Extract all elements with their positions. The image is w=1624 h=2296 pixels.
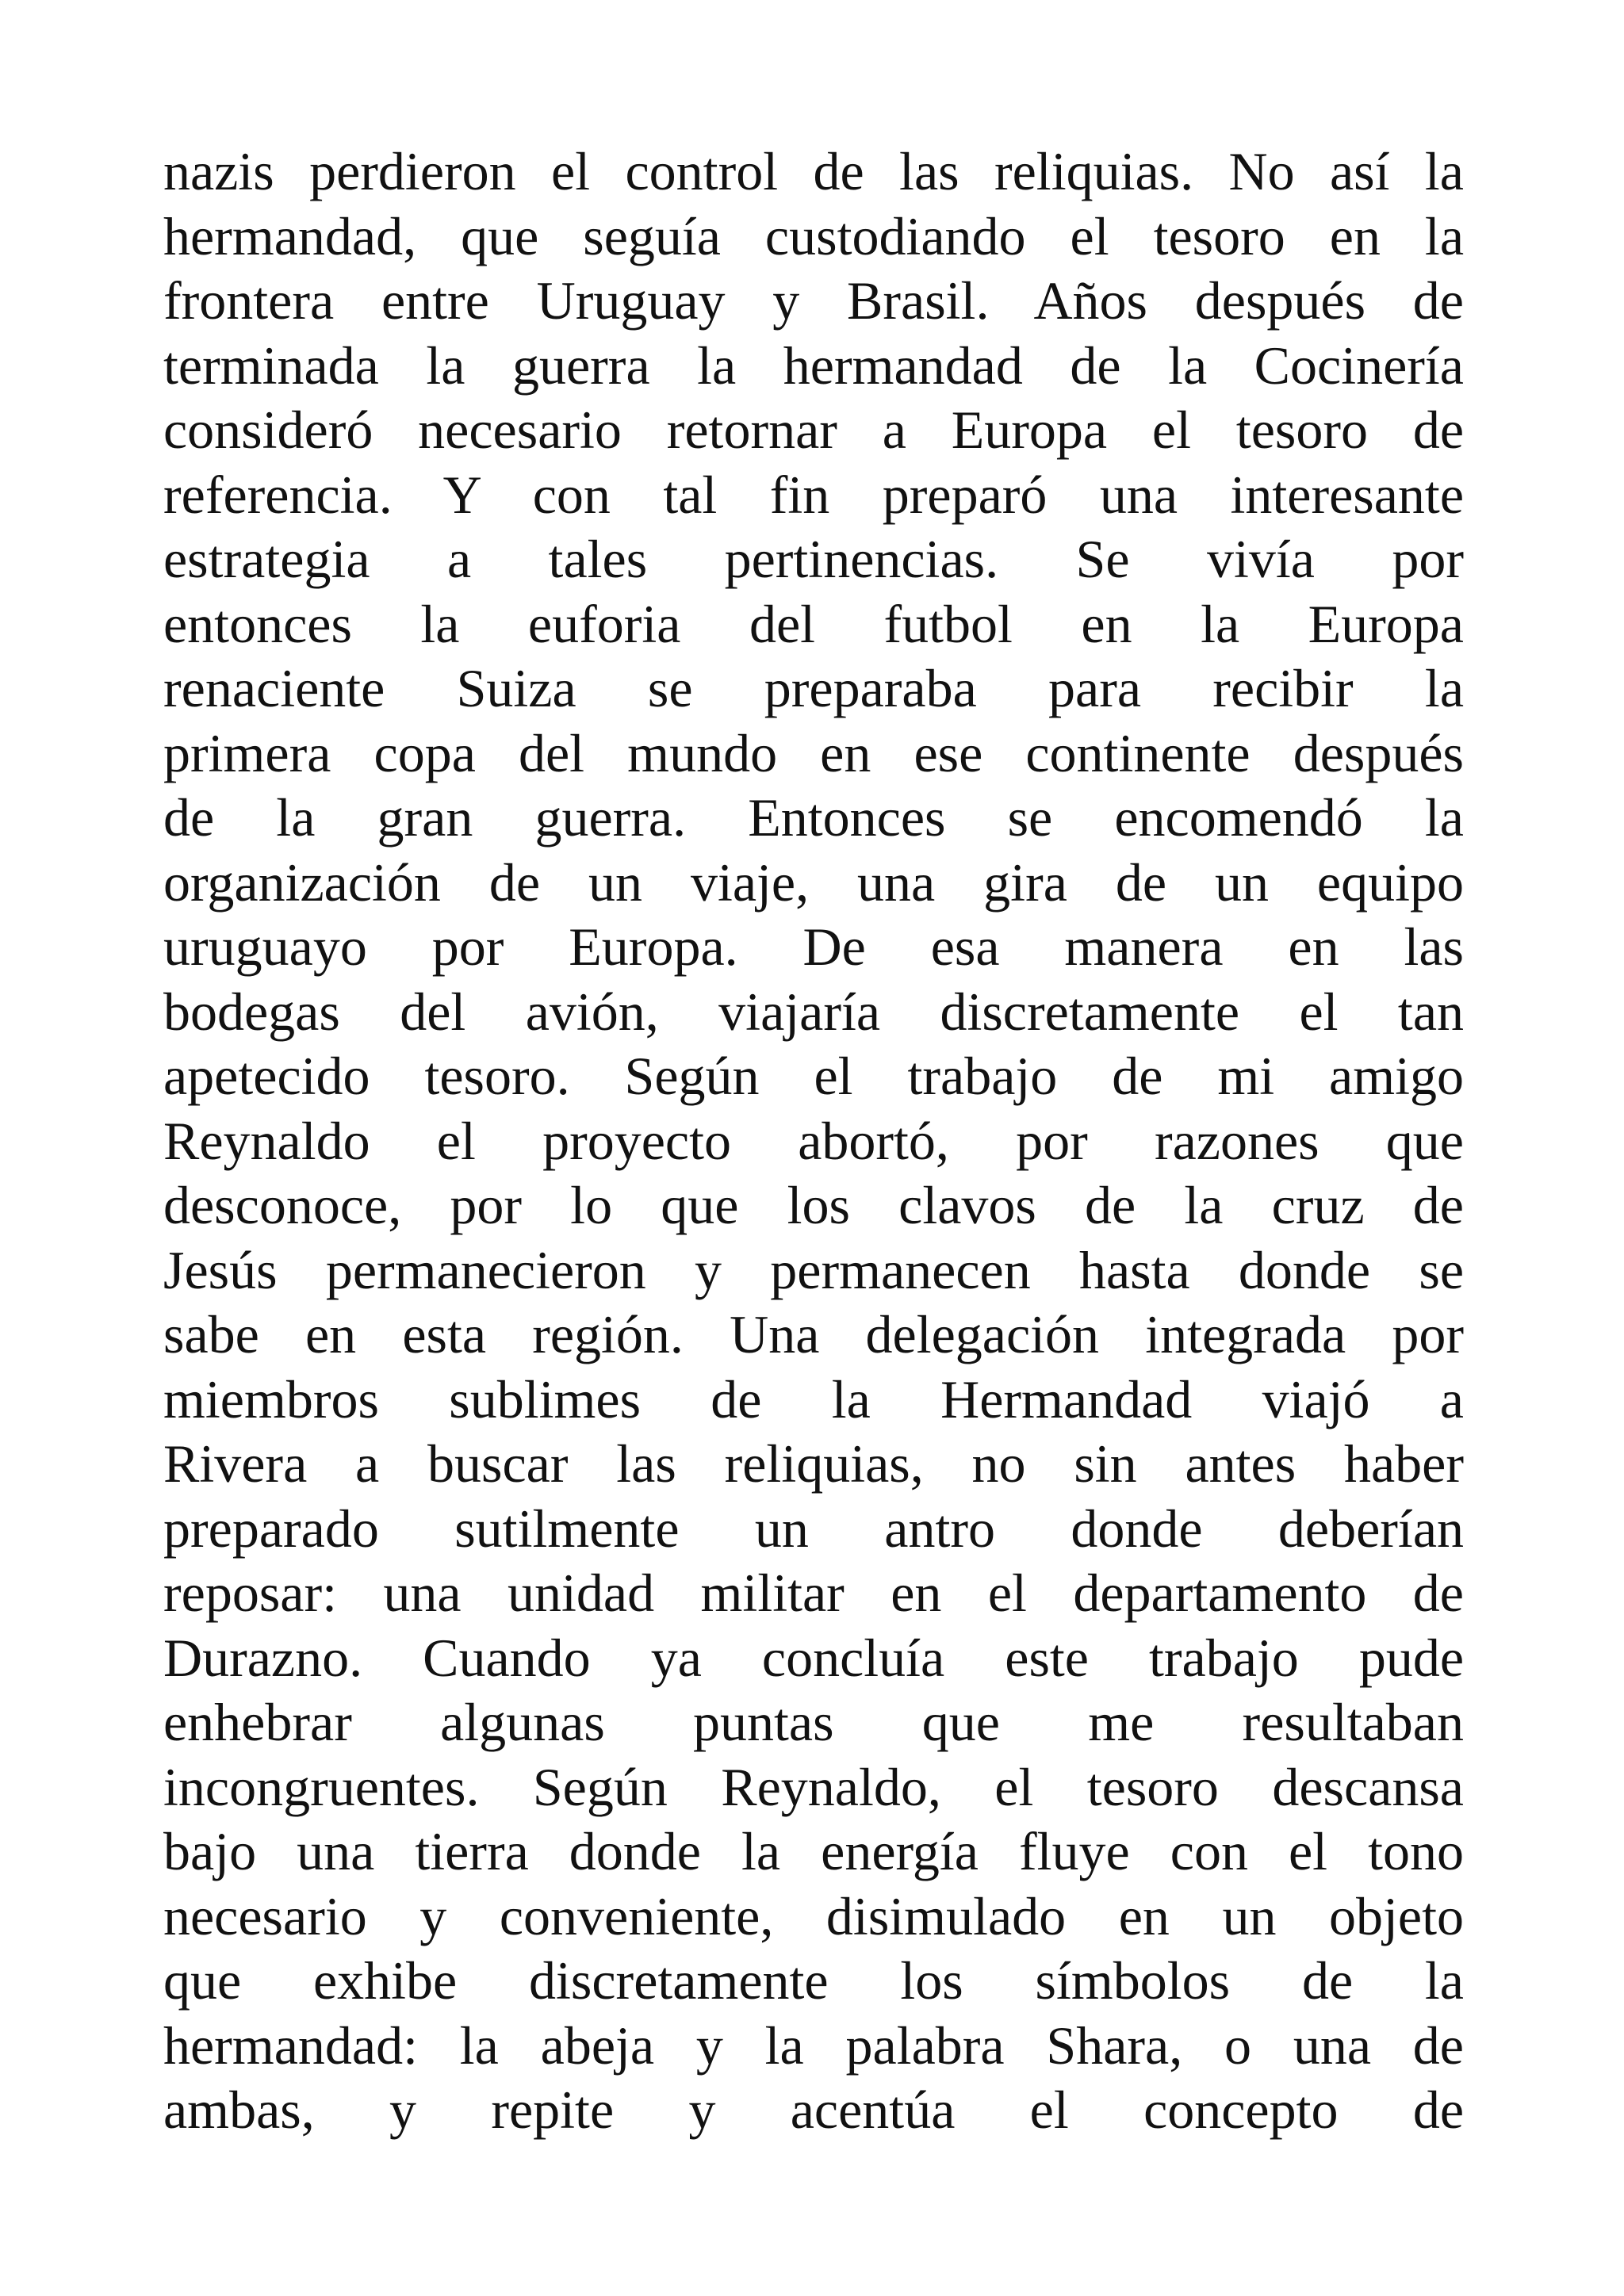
text-line: bajo una tierra donde la energía fluye con el tono	[163, 1821, 1464, 1881]
text-line: entonces la euforia del futbol en la Europa	[163, 593, 1464, 654]
text-line: nazis perdieron el control de las reliquias. No así la	[163, 141, 1464, 201]
text-line: apetecido tesoro. Según el trabajo de mi amigo	[163, 1046, 1464, 1106]
text-line: bodegas del avión, viajaría discretamente el tan	[163, 981, 1464, 1042]
text-line: hermandad: la abeja y la palabra Shara, o una de	[163, 2015, 1464, 2076]
text-line: preparado sutilmente un antro donde deberían	[163, 1498, 1464, 1559]
body-text	[163, 140, 1464, 2143]
text-line: ambas, y repite y acentúa el concepto de	[163, 2080, 1464, 2140]
text-line: renaciente Suiza se preparaba para recibir la	[163, 658, 1464, 718]
text-line: Reynaldo el proyecto abortó, por razones que	[163, 1110, 1464, 1171]
text-line: Durazno. Cuando ya concluía este trabajo pude	[163, 1627, 1464, 1688]
text-line: Rivera a buscar las reliquias, no sin antes haber	[163, 1433, 1464, 1494]
text-line: estrategia a tales pertinencias. Se vivía por	[163, 529, 1464, 589]
text-line: hermandad, que seguía custodiando el tesoro en la	[163, 205, 1464, 266]
text-line: incongruentes. Según Reynaldo, el tesoro descansa	[163, 1756, 1464, 1817]
text-line: organización de un viaje, una gira de un equipo	[163, 851, 1464, 913]
text-line: que exhibe discretamente los símbolos de la	[163, 1950, 1464, 2011]
text-line: primera copa del mundo en ese continente después	[163, 722, 1464, 783]
text-line: sabe en esta región. Una delegación integrada por	[163, 1304, 1464, 1364]
text-line: necesario y conveniente, disimulado en un objeto	[163, 1885, 1464, 1946]
text-line: uruguayo por Europa. De esa manera en las	[163, 916, 1464, 977]
text-line: frontera entre Uruguay y Brasil. Años después de	[163, 270, 1464, 331]
text-line: desconoce, por lo que los clavos de la cruz de	[163, 1175, 1464, 1235]
text-line: Jesús permanecieron y permanecen hasta donde se	[163, 1239, 1464, 1300]
text-line: reposar: una unidad militar en el departamento de	[163, 1563, 1464, 1623]
text-line: enhebrar algunas puntas que me resultaban	[163, 1692, 1464, 1752]
text-line: miembros sublimes de la Hermandad viajó a	[163, 1368, 1464, 1429]
text-line: de la gran guerra. Entonces se encomendó la	[163, 787, 1464, 848]
text-line: consideró necesario retornar a Europa el tesoro de	[163, 400, 1464, 460]
text-line: referencia. Y con tal fin preparó una interesante	[163, 464, 1464, 525]
text-line: terminada la guerra la hermandad de la Cocinería	[163, 335, 1464, 396]
